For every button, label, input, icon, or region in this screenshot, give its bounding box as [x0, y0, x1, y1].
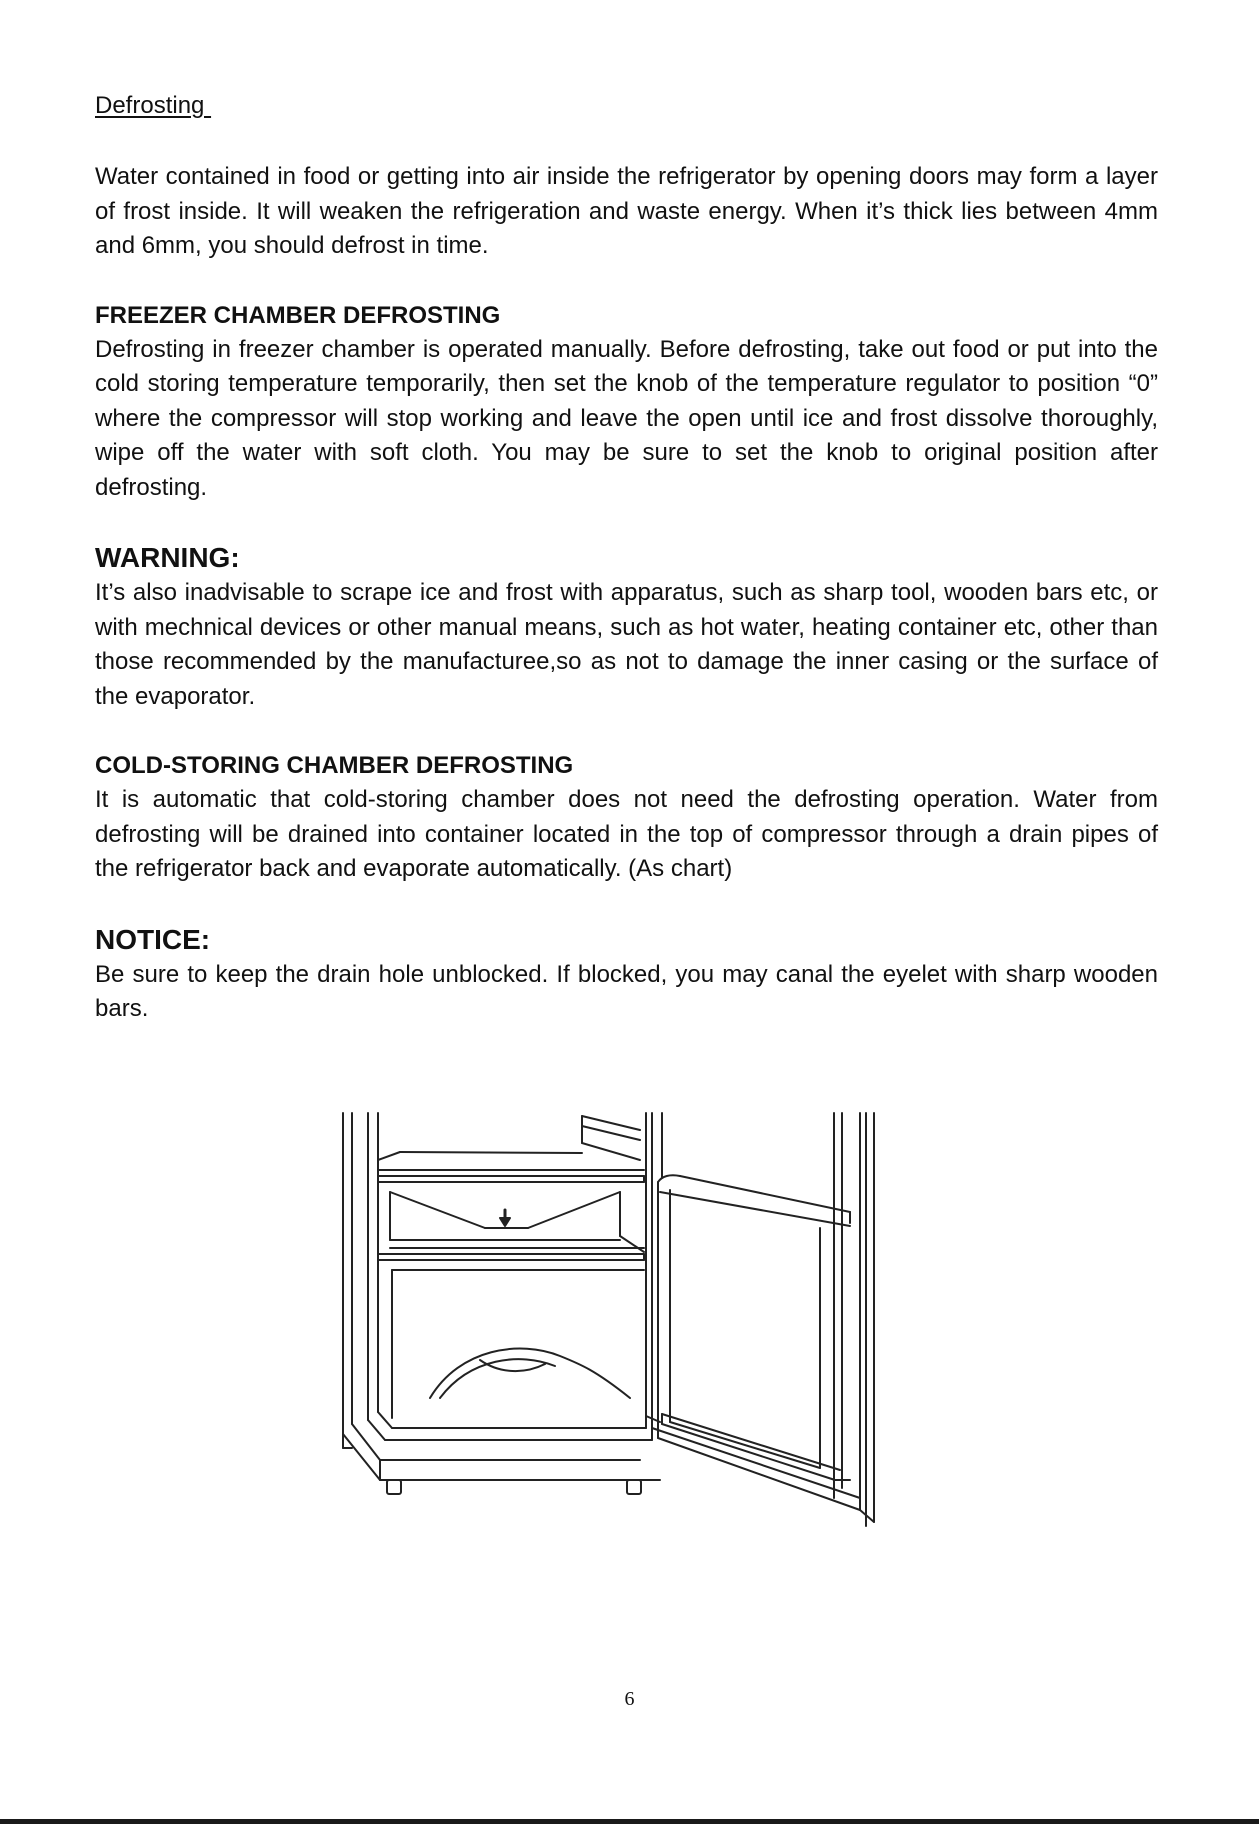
- page-title: Defrosting: [95, 92, 212, 119]
- warning-heading: WARNING:: [95, 542, 240, 573]
- cold-storing-heading: COLD-STORING CHAMBER DEFROSTING: [95, 752, 574, 779]
- warning-paragraph: It’s also inadvisable to scrape ice and frost with apparatus, such as sharp tool, wooden bars etc, or with mechnical devices or other manual means, such as hot water, heating container etc, other than those recommended by the manufacturee,so as not to damage the inner casing or the surface of the evaporator.: [95, 579, 1158, 710]
- freezer-paragraph: Defrosting in freezer chamber is operated manually. Before defrosting, take out food or put into the cold storing temperature temporarily, then set the knob of the temperature regulator to position “0” where the compressor will stop working and leave the open until ice and frost dissolve thoroughly, wipe off the water with soft cloth. You may be sure to set the knob to original position after defrosting.: [95, 335, 1158, 501]
- freezer-heading: FREEZER CHAMBER DEFROSTING: [95, 301, 501, 329]
- bottom-rule: [0, 1819, 1259, 1824]
- notice-paragraph: Be sure to keep the drain hole unblocked. If blocked, you may canal the eyelet with sharp wooden bars.: [95, 960, 1158, 1022]
- document-body: [95, 92, 1158, 1027]
- refrigerator-open-door-icon: [330, 1108, 930, 1560]
- intro-paragraph: Water contained in food or getting into air inside the refrigerator by opening doors may form a layer of frost inside. It will weaken the refrigeration and waste energy. When it’s thick lies between 4mm and 6mm, you should defrost in time.: [95, 163, 1158, 259]
- notice-heading: NOTICE:: [95, 923, 211, 955]
- cold-storing-paragraph: It is automatic that cold-storing chamber does not need the defrosting operation. Water from defrosting will be drained into container located in the top of compressor through a drain pipes of the refrigerator back and evaporate automatically. (As chart): [95, 786, 1158, 882]
- page-number: 6: [624, 1688, 635, 1710]
